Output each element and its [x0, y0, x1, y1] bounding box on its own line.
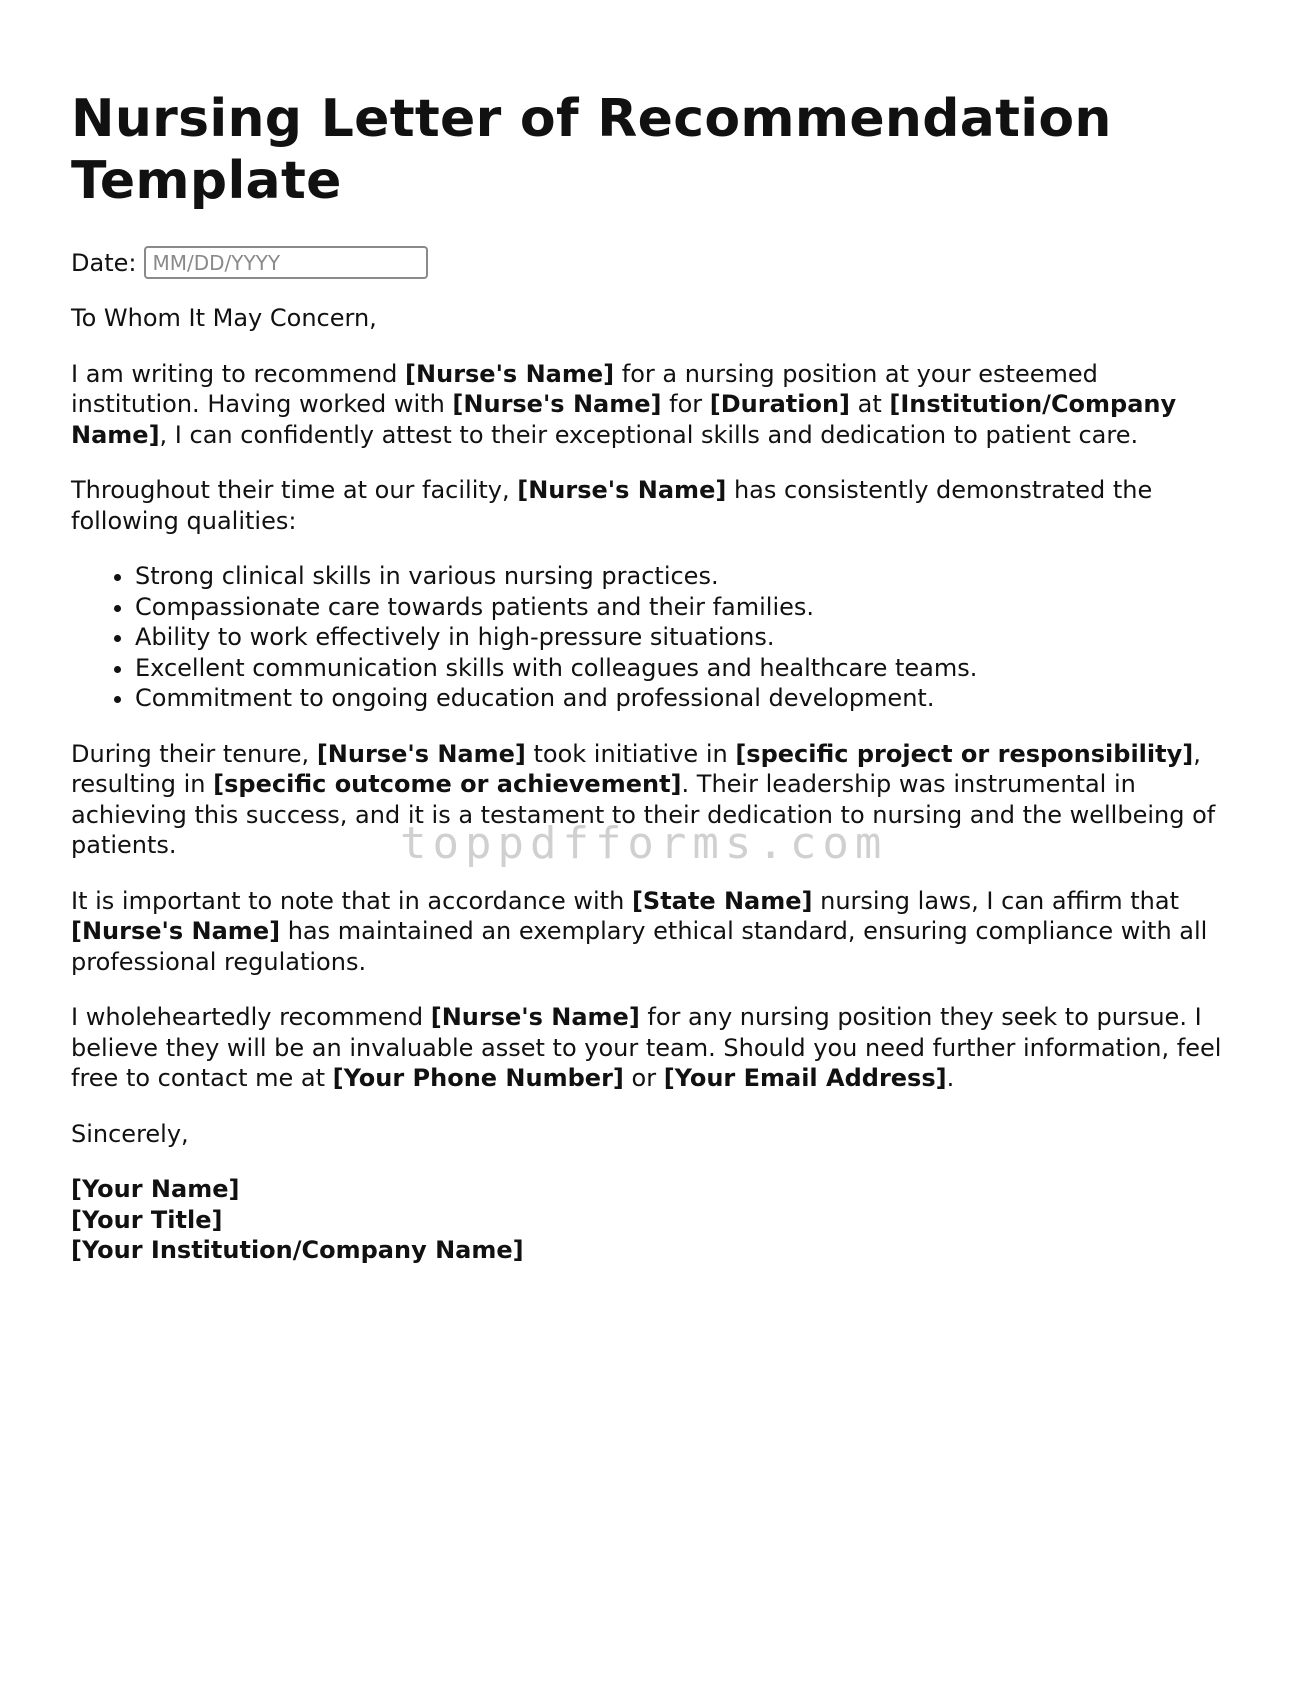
- placeholder-nurse-name: [Nurse's Name]: [405, 359, 615, 388]
- text-segment: nursing laws, I can affirm that: [812, 886, 1179, 915]
- text-segment: for any nursing position they seek to pursue. I believe they will be an invaluable asset to your team. Should you need further information, feel free to contact me at: [71, 1003, 1222, 1092]
- placeholder-nurse-name: [Nurse's Name]: [430, 1003, 640, 1031]
- placeholder-phone: [Your Phone Number]: [332, 1064, 624, 1092]
- page-title: Nursing Letter of Recommendation Template: [71, 89, 1112, 211]
- signature-block: [71, 1174, 1231, 1266]
- text-segment: has maintained an exemplary ethical standard, ensuring compliance with all professional regulations.: [71, 917, 1208, 976]
- text-segment: for: [661, 390, 710, 418]
- letter-page: [71, 88, 1231, 1266]
- text-segment: . Their leadership was instrumental in achieving this success, and it is a testament to their dedication to nursing and the wellbeing of patients.: [71, 770, 1216, 859]
- paragraph-qualities-intro: [71, 475, 1231, 536]
- text-segment: , resulting in: [71, 739, 1201, 798]
- watermark: toppdfforms.com: [400, 818, 888, 869]
- text-segment: took initiative in: [525, 739, 736, 768]
- list-item: • Strong clinical skills in various nursing practices.: [135, 561, 1231, 592]
- text-segment: During their tenure,: [71, 739, 317, 768]
- placeholder-outcome: [specific outcome or achievement]: [213, 770, 682, 798]
- placeholder-state-name: [State Name]: [631, 886, 813, 915]
- placeholder-project: [specific project or responsibility]: [735, 739, 1194, 768]
- text-segment: for a nursing position at your esteemed institution. Having worked with: [71, 359, 1098, 418]
- list-item: • Ability to work effectively in high-pressure situations.: [135, 622, 1231, 653]
- text-segment: at: [850, 390, 890, 418]
- placeholder-nurse-name: [Nurse's Name]: [452, 390, 662, 418]
- placeholder-nurse-name: [Nurse's Name]: [71, 917, 281, 945]
- list-item: • Compassionate care towards patients and their families.: [135, 592, 1231, 623]
- text-segment: I wholeheartedly recommend: [71, 1003, 431, 1031]
- paragraph-recommendation: [71, 1002, 1231, 1094]
- signature-title: [Your Title]: [71, 1205, 223, 1234]
- text-segment: I am writing to recommend: [71, 359, 406, 388]
- placeholder-institution: [Institution/Company Name]: [71, 390, 1177, 449]
- date-label: Date:: [71, 248, 137, 277]
- text-segment: Throughout their time at our facility,: [71, 476, 518, 504]
- placeholder-duration: [Duration]: [709, 390, 850, 418]
- text-segment: or: [623, 1064, 664, 1092]
- placeholder-nurse-name: [Nurse's Name]: [517, 476, 727, 504]
- paragraph-tenure: [71, 739, 1231, 861]
- paragraph-compliance: [71, 886, 1231, 978]
- signature-institution: [Your Institution/Company Name]: [71, 1236, 524, 1264]
- text-segment: It is important to note that in accordance with: [71, 886, 632, 915]
- text-segment: .: [946, 1064, 955, 1092]
- date-input[interactable]: [144, 246, 428, 279]
- text-segment: , I can confidently attest to their exceptional skills and dedication to patient care.: [159, 420, 1139, 449]
- signature-name: [Your Name]: [71, 1175, 240, 1203]
- placeholder-nurse-name: [Nurse's Name]: [316, 739, 526, 768]
- salutation: To Whom It May Concern,: [71, 304, 377, 332]
- text-segment: has consistently demonstrated the following qualities:: [71, 476, 1153, 535]
- date-row: [71, 246, 1231, 279]
- qualities-list: [71, 561, 1231, 714]
- list-item: • Commitment to ongoing education and professional development.: [135, 683, 1231, 714]
- closing: Sincerely,: [71, 1119, 189, 1148]
- placeholder-email: [Your Email Address]: [663, 1064, 947, 1092]
- list-item: • Excellent communication skills with colleagues and healthcare teams.: [135, 653, 1231, 684]
- paragraph-intro: [71, 359, 1231, 451]
